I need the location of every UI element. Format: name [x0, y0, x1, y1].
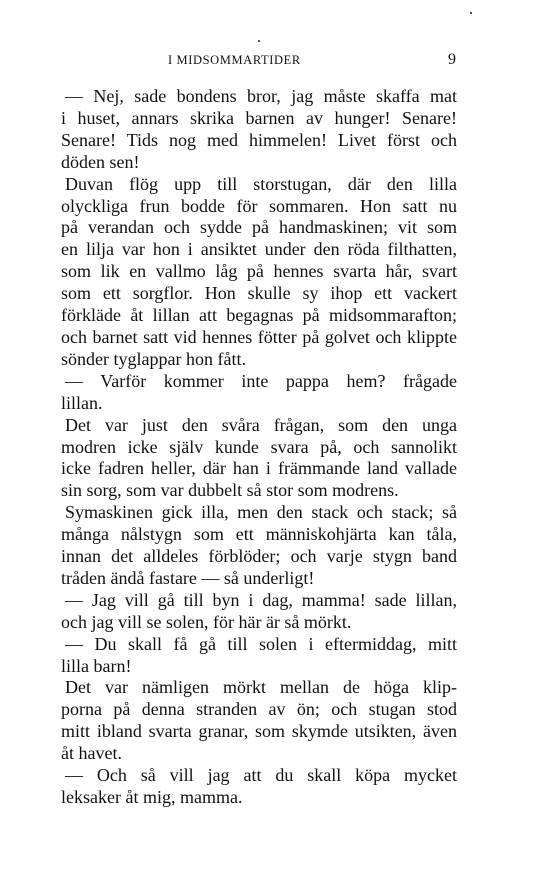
text-line: olyckliga frun bodde för sommaren. Hon satt nu	[61, 195, 457, 216]
text-line: på verandan och sydde på handmaskinen; vit som	[61, 217, 457, 238]
body-text	[61, 86, 457, 809]
text-line: icke fadren heller, där han i främmande land vallade	[61, 458, 457, 479]
text-line: — Och så vill jag att du skall köpa mycket	[65, 765, 457, 786]
page-number: 9	[448, 51, 456, 68]
text-line: många nålstygn som ett människohjärta kan tåla,	[61, 524, 457, 545]
text-line: modren icke själv kunde svara på, och sannolikt	[61, 436, 457, 457]
text-line: leksaker åt mig, mamma.	[61, 787, 243, 807]
text-line: Det var nämligen mörkt mellan de höga klip-	[65, 677, 457, 698]
text-line: som lik en vallmo låg på hennes svarta hår, svart	[61, 261, 457, 282]
text-line: åt havet.	[61, 743, 122, 764]
text-line: — Nej, sade bondens bror, jag måste skaffa mat	[65, 86, 457, 106]
text-line: lilla barn!	[61, 655, 132, 676]
text-line: Senare! Tids nog med himmelen! Livet först och	[61, 129, 457, 150]
text-line: som ett sorgflor. Hon skulle sy ihop ett vackert	[61, 283, 457, 304]
text-line: en lilja var hon i ansiktet under den röda filthatten,	[61, 239, 457, 260]
text-line: och barnet satt vid hennes fötter på golvet och klippte	[61, 326, 457, 347]
text-line: porna på denna stranden av ön; och stugan stod	[61, 699, 457, 720]
text-line: mitt ibland svarta granar, som skymde utsikten, även	[61, 721, 457, 742]
text-line: Symaskinen gick illa, men den stack och stack; så	[65, 502, 457, 523]
text-line: lillan.	[61, 392, 103, 413]
text-line: Duvan flög upp till storstugan, där den lilla	[65, 173, 457, 194]
text-line: i huset, annars skrika barnen av hunger! Senare!	[61, 107, 457, 128]
text-line: och jag vill se solen, för här är så mörkt.	[61, 611, 352, 632]
text-line: tråden ändå fastare — så underligt!	[61, 567, 315, 588]
text-line: sin sorg, som var dubbelt så stor som modrens.	[61, 480, 399, 501]
text-line: sönder tyglappar hon fått.	[61, 348, 246, 369]
text-line: innan det alldeles förblöder; och varje stygn band	[61, 546, 457, 567]
running-head: I MIDSOMMARTIDER	[168, 53, 301, 67]
print-speck	[258, 40, 260, 42]
text-line: Det var just den svåra frågan, som den unga	[65, 414, 457, 435]
text-line: döden sen!	[61, 151, 140, 172]
text-line: — Du skall få gå till solen i eftermiddag, mitt	[65, 633, 457, 654]
print-speck	[470, 12, 472, 14]
text-line: — Varför kommer inte pappa hem? frågade	[65, 370, 457, 391]
text-line: förkläde åt lillan att begagnas på midsommarafton;	[61, 305, 457, 326]
text-line: — Jag vill gå till byn i dag, mamma! sade lillan,	[65, 589, 457, 610]
